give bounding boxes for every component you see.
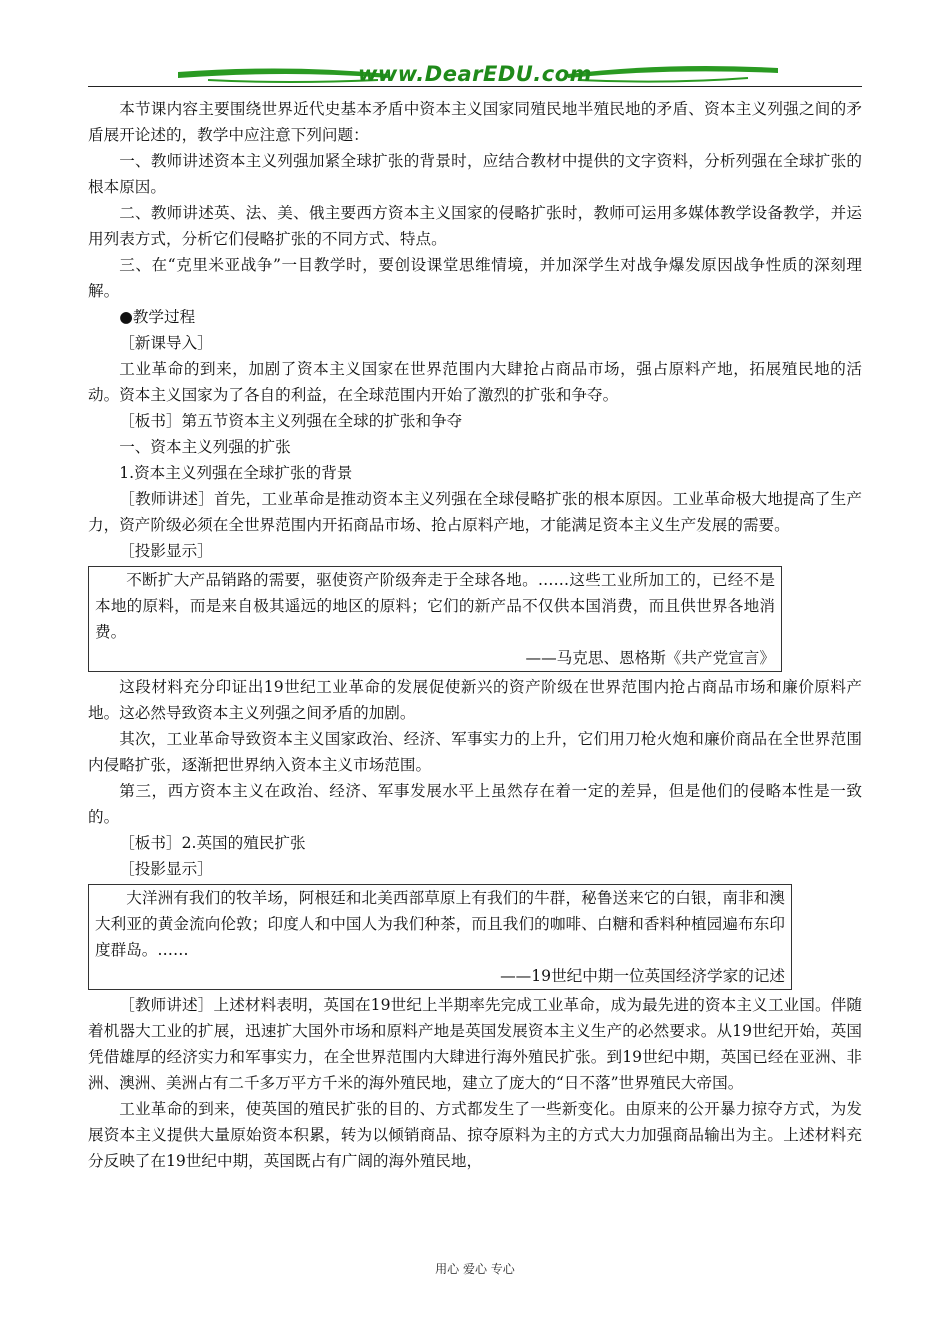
blackboard-title: ［板书］第五节资本主义列强在全球的扩张和争夺 <box>119 412 463 430</box>
header-rule <box>88 86 862 87</box>
document-body <box>88 96 862 1174</box>
quote-text-manifesto: 不断扩大产品销路的需要，驱使资产阶级奔走于全球各地。……这些工业所加工的，已经不是本地的原料，而是来自极其遥远的地区的原料；它们的新产品不仅供本国消费，而且供世界各地消费。 <box>95 571 775 641</box>
paragraph-point-1: 一、教师讲述资本主义列强加紧全球扩张的背景时，应结合教材中提供的文字资料，分析列强在全球扩张的根本原因。 <box>88 152 862 196</box>
paragraph-point-3: 三、在“克里米亚战争”一目教学时，要创设课堂思维情境，并加深学生对战争爆发原因战争性质的深刻理解。 <box>88 256 862 300</box>
quote-box-economist <box>88 884 792 990</box>
label-projection-1: ［投影显示］ <box>119 542 213 560</box>
blackboard-britain: ［板书］2.英国的殖民扩张 <box>119 834 306 852</box>
paragraph-teacher-lecture-2: ［教师讲述］上述材料表明，英国在19世纪上半期率先完成工业革命，成为最先进的资本主义工业国。伴随着机器大工业的扩展，迅速扩大国外市场和原料产地是英国发展资本主义生产的必然要求。从19世纪开始，英国凭借雄厚的经济实力和军事实力，在全世界范围内大肆进行海外殖民扩张。到19世纪中期，英国已经在亚洲、非洲、澳洲、美洲占有二千多万平方千米的海外殖民地，建立了庞大的“日不落”世界殖民大帝国。 <box>88 996 862 1092</box>
label-projection-2: ［投影显示］ <box>119 860 213 878</box>
paragraph-intro-text: 工业革命的到来，加剧了资本主义国家在世界范围内大肆抢占商品市场，强占原料产地，拓展殖民地的活动。资本主义国家为了各自的利益，在全球范围内开始了激烈的扩张和争夺。 <box>88 360 862 404</box>
subheading-background: 1.资本主义列强在全球扩张的背景 <box>119 464 353 482</box>
site-logo-text: www.DearEDU.com <box>357 62 593 86</box>
page-footer: 用心 爱心 专心 <box>435 1262 515 1276</box>
paragraph-second: 其次，工业革命导致资本主义国家政治、经济、军事实力的上升，它们用刀枪火炮和廉价商品在全世界范围内侵略扩张，逐渐把世界纳入资本主义市场范围。 <box>88 730 862 774</box>
paragraph-teacher-lecture-1: ［教师讲述］首先，工业革命是推动资本主义列强在全球侵略扩张的根本原因。工业革命极大地提高了生产力，资产阶级必须在全世界范围内开拓商品市场、抢占原料产地，才能满足资本主义生产发展的需要。 <box>88 490 862 534</box>
quote-source-economist: ——19世纪中期一位英国经济学家的记述 <box>500 967 785 985</box>
paragraph-changes: 工业革命的到来，使英国的殖民扩张的目的、方式都发生了一些新变化。由原来的公开暴力掠夺方式，为发展资本主义提供大量原始资本积累，转为以倾销商品、掠夺原料为主的方式大力加强商品输出为主。上述材料充分反映了在19世纪中期，英国既占有广阔的海外殖民地， <box>88 1100 862 1170</box>
section-heading-teaching-process: ●教学过程 <box>119 308 196 326</box>
paragraph-analysis-1: 这段材料充分印证出19世纪工业革命的发展促使新兴的资产阶级在世界范围内抢占商品市场和廉价原料产地。这必然导致资本主义列强之间矛盾的加剧。 <box>88 678 862 722</box>
quote-box-manifesto <box>88 566 782 672</box>
subheading-expansion: 一、资本主义列强的扩张 <box>119 438 291 456</box>
paragraph-intro: 本节课内容主要围绕世界近代史基本矛盾中资本主义国家同殖民地半殖民地的矛盾、资本主义列强之间的矛盾展开论述的，教学中应注意下列问题： <box>88 100 862 144</box>
quote-source-manifesto: ——马克思、恩格斯《共产党宣言》 <box>525 649 775 667</box>
quote-text-economist: 大洋洲有我们的牧羊场，阿根廷和北美西部草原上有我们的牛群，秘鲁送来它的白银，南非和澳大利亚的黄金流向伦敦；印度人和中国人为我们种茶，而且我们的咖啡、白糖和香料种植园遍布东印度群岛。…… <box>95 889 785 959</box>
paragraph-point-2: 二、教师讲述英、法、美、俄主要西方资本主义国家的侵略扩张时，教师可运用多媒体教学设备教学，并运用列表方式，分析它们侵略扩张的不同方式、特点。 <box>88 204 862 248</box>
paragraph-third: 第三，西方资本主义在政治、经济、军事发展水平上虽然存在着一定的差异，但是他们的侵略本性是一致的。 <box>88 782 862 826</box>
label-new-lesson-intro: ［新课导入］ <box>119 334 213 352</box>
